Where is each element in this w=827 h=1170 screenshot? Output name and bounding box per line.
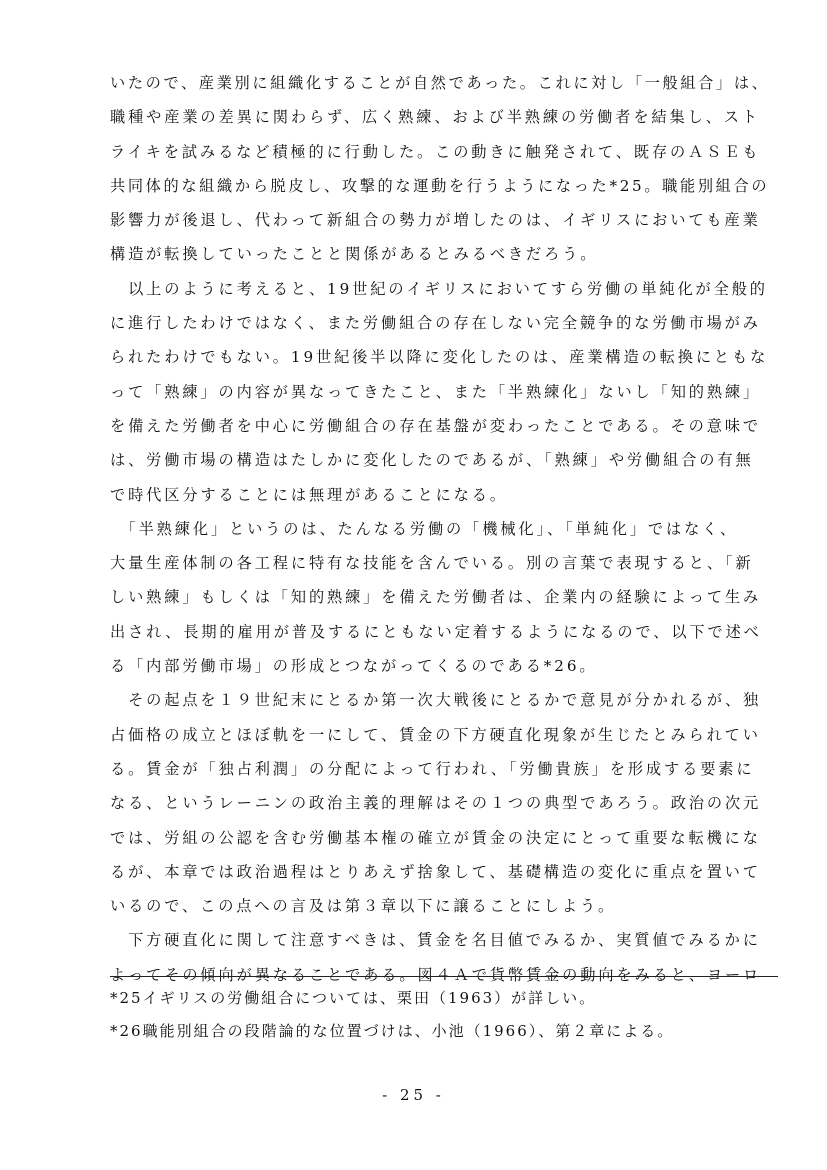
- body-text: [110, 66, 778, 992]
- text-line: 職種や産業の差異に関わらず、広く熟練、および半熟練の労働者を結集し、スト: [110, 108, 760, 127]
- text-line: よってその傾向が異なることである。図４Ａで貨幣賃金の動向をみると、ヨーロ: [110, 965, 762, 984]
- text-line: なる、というレーニンの政治主義的理解はその１つの典型であろう。政治の次元: [110, 794, 762, 813]
- footnotes: [110, 982, 778, 1048]
- text-line: を備えた労働者を中心に労働組合の存在基盤が変わったことである。その意味で: [110, 416, 761, 435]
- text-line: るが、本章では政治過程はとりあえず捨象して、基礎構造の変化に重点を置いて: [110, 862, 761, 881]
- text-line: 構造が転換していったことと関係があるとみるべきだろう。: [110, 245, 599, 264]
- text-line: いたので、産業別に組織化することが自然であった。これに対し「一般組合」は、: [110, 74, 770, 92]
- footnote: *26職能別組合の段階論的な位置づけは、小池（1966）、第２章による。: [110, 1022, 675, 1040]
- text-line: に進行したわけではなく、また労働組合の存在しない完全競争的な労働市場がみ: [110, 314, 761, 333]
- text-line: る。賃金が「独占利潤」の分配によって行われ、「労働貴族」を形成する要素に: [110, 759, 755, 778]
- text-line: 出され、長期的雇用が普及するにともない定着するようになるので、以下で述べ: [110, 622, 762, 641]
- page-number: - 25 -: [382, 1086, 445, 1104]
- text-line: って「熟練」の内容が異なってきたこと、また「半熟練化」ないし「知的熟練」: [110, 382, 762, 401]
- text-line: 下方硬直化に関して注意すべきは、賃金を名目値でみるか、実質値でみるかに: [110, 931, 761, 950]
- text-line: 影響力が後退し、代わって新組合の勢力が増したのは、イギリスにおいても産業: [110, 211, 761, 230]
- text-line: ライキを試みるなど積極的に行動した。この動きに触発されて、既存のＡＳＥも: [110, 142, 761, 161]
- text-line: る「内部労働市場」の形成とつながってくるのである*26。: [110, 657, 598, 676]
- text-line: しい熟練」もしくは「知的熟練」を備えた労働者は、企業内の経験によって生み: [110, 588, 762, 607]
- text-line: では、労組の公認を含む労働基本権の確立が賃金の決定にとって重要な転機にな: [110, 828, 761, 847]
- text-line: は、労働市場の構造はたしかに変化したのであるが、「熟練」や労働組合の有無: [110, 451, 754, 470]
- footnote: *25イギリスの労働組合については、栗田（1963）が詳しい。: [110, 989, 597, 1007]
- text-line: られたわけでもない。19世紀後半以降に変化したのは、産業構造の転換にともな: [110, 348, 769, 367]
- text-line: その起点を１９世紀末にとるか第一次大戦後にとるかで意見が分かれるが、独: [110, 691, 762, 710]
- text-line: 占価格の成立とほぼ軌を一にして、賃金の下方硬直化現象が生じたとみられてい: [110, 725, 761, 744]
- text-line: 大量生産体制の各工程に特有な技能を含んでいる。別の言葉で表現すると、「新: [110, 554, 754, 573]
- text-line: 共同体的な組織から脱皮し、攻撃的な運動を行うようになった*25。職能別組合の: [110, 176, 770, 195]
- text-line: で時代区分することには無理があることになる。: [110, 485, 508, 504]
- text-line: 以上のように考えると、19世紀のイギリスにおいてすら労働の単純化が全般的: [110, 279, 768, 298]
- text-line: いるので、この点への言及は第３章以下に譲ることにしよう。: [110, 897, 617, 916]
- footnote-divider: [110, 976, 778, 977]
- text-line: 「半熟練化」というのは、たんなる労働の「機械化」、「単純化」ではなく、: [110, 519, 739, 538]
